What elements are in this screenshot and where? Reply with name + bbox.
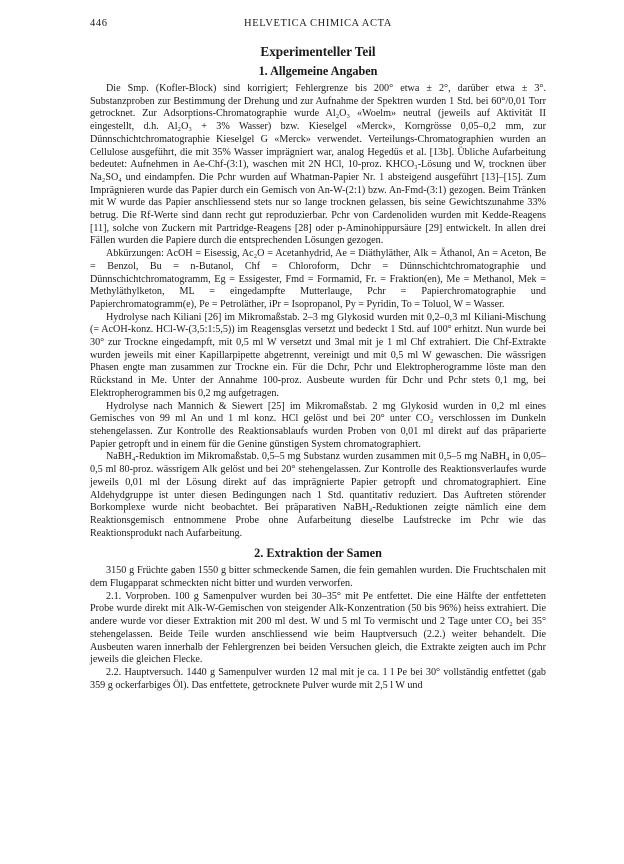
journal-name: HELVETICA CHIMICA ACTA (244, 18, 392, 29)
paragraph-abbreviations: Abkürzungen: AcOH = Eisessig, Ac₂O = Acetanhydrid, Ae = Diäthyläther, Alk = Äthanol, An = Aceton, Be = Benzol, Bu = n-Butanol, Chf = Chloroform, Dchr = Dünnschichtchromatographie und Dünnschichtchromatogramm, Eg = Essigester, Fmd = Formamid, Fr. = Fraktion(en), Me = Methanol, Mek = Methyläthylketon, ML = eingedampfte Mutterlauge, Pchr = Papierchromatographie und Papierchromatogramm(e), Pe = Petroläther, iPr = Isopropanol, Py = Pyridin, To = Toluol, W = Wasser. (90, 248, 546, 310)
section-2-heading: 2. Extraktion der Samen (254, 546, 382, 561)
paragraph-main-experiment: 2.2. Hauptversuch. 1440 g Samenpulver wurden 12 mal mit je ca. 1 l Pe bei 30° vollständig entfettet (gab 359 g ockerfarbiges Öl). Das entfettete, getrocknete Pulver wurde mit 2,5 l W und (90, 666, 546, 691)
section-title: Experimenteller Teil (260, 44, 376, 59)
paragraph-mannich-hydrolysis: Hydrolyse nach Mannich & Siewert [25] im Mikromaßstab. 2 mg Glykosid wurden in 0,2 ml eines Gemisches von 99 ml An und 1 ml konz. HCl gelöst und bei 20° unter CO₂ verschlossen im Dunkeln stehengelassen. Zur Kontrolle des Reaktionsablaufs wurden Proben von 0,01 ml direkt auf das präparierte Papier getropft und in einem für die Genine günstigen System chromatographiert. (90, 400, 546, 450)
paragraph-kiliani-hydrolysis: Hydrolyse nach Kiliani [26] im Mikromaßstab. 2–3 mg Glykosid wurden mit 0,2–0,3 ml Kiliani-Mischung (= AcOH-konz. HCl-W-(3,5:1:5,5)) im Reagensglas versetzt und bedeckt 1 Std. auf 100° erhitzt. Nun wurde bei 30° zur Trockne eingedampft, mit 0,5 ml W versetzt und 3mal mit je 1 ml Chf extrahiert. Die Chf-Extrakte wurden jeweils mit einer Kapillarpipette abgetrennt, vereinigt und mit 0,5 ml W gewaschen. Die wässrigen Phasen engte man zusammen zur Trockne ein. Für die Dchr, Pchr und Elektropherogramme löste man den Rückstand in Me. Unter der Annahme 100-proz. Ausbeute wurden für Dchr und Pchr stets 0,1 mg, bei Elektropherogrammen bis 0,2 mg aufgetragen. (90, 311, 546, 399)
paragraph-preliminary-tests: 2.1. Vorproben. 100 g Samenpulver wurden bei 30–35° mit Pe entfettet. Die eine Hälfte der entfetteten Probe wurde direkt mit Alk-W-Gemischen von steigender Alk-Konzentration (50 bis 96%) heiss extrahiert. Die andere wurde vor dieser Extraktion mit 200 ml dest. W und 5 ml To vermischt und 2 Tage unter CO₂ bei 35° stehengelassen. Beide Teile wurden anschliessend wie beim Hauptversuch (2.2.) weiter behandelt. Die Ausbeuten waren innerhalb der Fehlergrenzen bei beiden Versuchen gleich, die Extrakte zeigten auch im Pchr jeweils die gleichen Flecke. (90, 590, 546, 666)
page-content (90, 44, 546, 692)
paragraph-general: Die Smp. (Kofler-Block) sind korrigiert; Fehlergrenze bis 200° etwa ± 2°, darüber etwa ± 3°. Substanzproben zur Bestimmung der Drehung und zur Aufnahme der Spektren wurden 1 Std. bei 60°/0,01 Torr getrocknet. Zur Adsorptions-Chromatographie wurde Al₂O₃ «Woelm» neutral (jeweils auf Aktivität II eingestellt, d.h. Al₂O₃ + 3% Wasser) bzw. Kieselgel «Merck», Korngrösse 0,05–0,2 mm, zur Dünnschichtchromatographie Kieselgel G «Merck» verwendet. Verteilungs-Chromatographien wurden an Cellulose ausgeführt, die mit 35% Wasser imprägniert war, analog Hegedüs et al. [13b]. Übliche Aufarbeitung bedeutet: Aufnehmen in Ae-Chf-(3:1), waschen mit 2N HCl, 10-proz. KHCO₃-Lösung und W, trocknen über Na₂SO₄ und eindampfen. Die Pchr wurden auf Whatman-Papier Nr. 1 absteigend ausgeführt [13]–[15]. Zum Imprägnieren wurde das Papier durch ein Gemisch von An-W-(2:1) bzw. An-Fmd-(3:1) gezogen. Beim Tränken mit W wurde das Papier anschliessend stets nur so lange trocknen gelassen, bis seine Gewichtszunahme 33% betrug. Die Rf-Werte sind dann recht gut reproduzierbar. Pchr von Cardenoliden wurden mit Kedde-Reagens [11], solche von Zuckern mit Partridge-Reagens [28] oder p-Aminohippursäure [29] entwickelt. In allen drei Fällen wurden die Papiere durch die entsprechenden Lösungen gezogen. (90, 83, 546, 247)
page-number: 446 (90, 18, 108, 29)
paragraph-seeds: 3150 g Früchte gaben 1550 g bitter schmeckende Samen, die fein gemahlen wurden. Die Fruchtschalen mit dem Flugapparat schmeckten nicht bitter und wurden verworfen. (90, 565, 546, 590)
section-1-heading: 1. Allgemeine Angaben (258, 64, 378, 78)
paragraph-nabh4-reduction: NaBH₄-Reduktion im Mikromaßstab. 0,5–5 mg Substanz wurden zusammen mit 0,5–5 mg NaBH₄ in 0,05–0,5 ml 80-proz. wässrigem Alk gelöst und bei 20° stehengelassen. Zur Kontrolle des Reaktionsverlaufes wurde jeweils 0,01 ml der Lösung direkt auf das imprägnierte Papier getropft und chromatographiert. Eine Aldehydgruppe ist unter diesen Bedingungen nach 1 Std. quantitativ reduziert. Das Auftreten störender Borkomplexe wurde nicht beobachtet. Bei präparativen NaBH₄-Reduktionen zeigte nämlich eine dem Reaktionsgemisch entnommene Probe ohne Aufarbeitung dieselbe Laufstrecke im Pchr wie das Reaktionsprodukt nach Aufarbeitung. (90, 451, 546, 539)
page-header (90, 18, 546, 32)
